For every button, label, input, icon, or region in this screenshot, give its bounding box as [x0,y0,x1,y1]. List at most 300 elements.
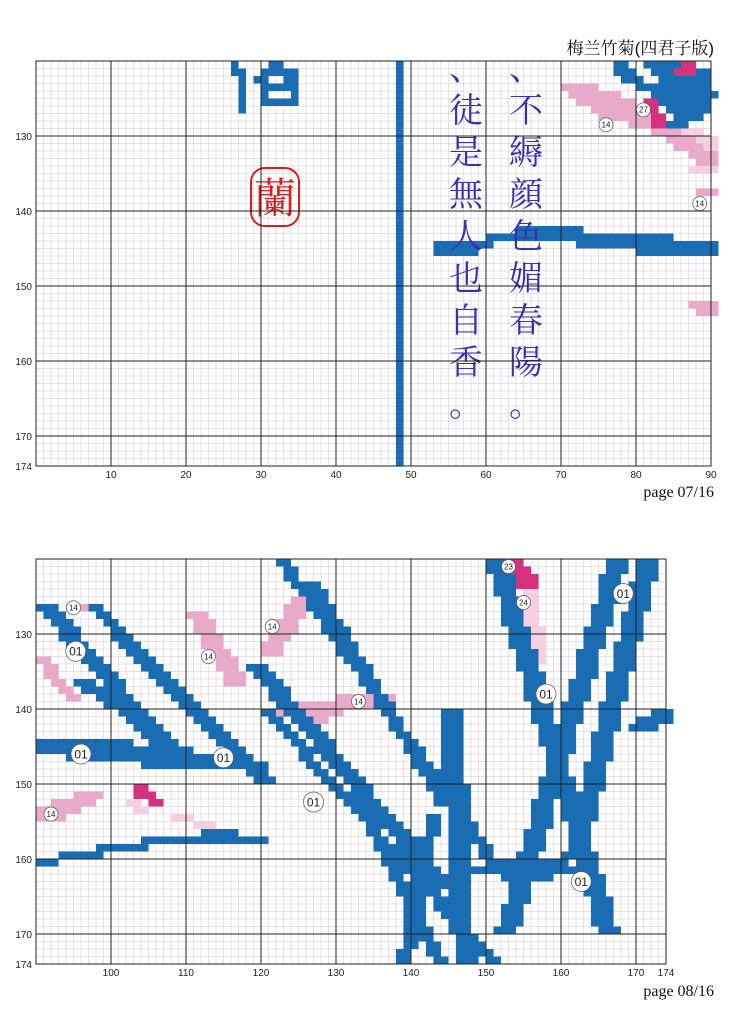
stitch-cell [381,822,404,830]
stitch-cell [696,136,719,144]
stitch-cell [366,829,381,837]
stitch-cell [696,189,719,197]
stitch-cell [261,679,284,687]
stitch-cell [614,61,629,69]
stitch-cell [141,837,269,845]
color-symbol [304,792,324,812]
stitch-cell [494,582,517,590]
y-axis-ticks [15,132,32,473]
page-label-07: page 07/16 [643,484,714,501]
stitch-cell [396,391,404,399]
stitch-cell [396,121,404,129]
stitch-cell [171,694,194,702]
stitch-cell [284,732,299,740]
stitch-cell [471,837,486,845]
stitch-cell [224,679,247,687]
stitch-cell [359,799,382,807]
stitch-cell [209,732,232,740]
stitch-cell [584,762,607,770]
page-label-08: page 08/16 [643,983,714,1000]
y-tick-label: 150 [15,282,32,293]
y-tick-label: 150 [15,780,32,791]
stitch-cell [314,769,329,777]
stitch-cell [396,76,404,84]
stitch-cell [396,279,404,287]
stitch-cell [606,559,629,567]
y-tick-label: 170 [15,930,32,941]
cross-stitch-chart-1 [0,58,750,488]
stitch-cell [111,634,134,642]
poem-column-right [509,58,544,425]
stitch-cell [606,672,629,680]
stitch-cell [531,642,546,650]
stitch-cell [614,649,637,657]
stitch-cell [381,709,396,717]
stitch-cell [629,604,652,612]
stitch-cell [396,459,404,467]
symbol-label: 14 [69,603,78,613]
stitch-cell [636,567,659,575]
stitch-cell [441,732,464,740]
stitch-cell [426,949,441,957]
stitch-cell [344,649,359,657]
stitch-cell [194,619,217,627]
chart-panel-page-08 [0,556,750,986]
stitch-cell [396,421,404,429]
stitch-cell [396,136,404,144]
stitch-cell [126,799,141,807]
stitch-cell [411,882,426,890]
stitch-cell [449,852,472,860]
stitch-cell [456,934,479,942]
stitch-cell [509,634,532,642]
stitch-cell [141,664,164,672]
stitch-cell [396,436,404,444]
color-symbol [265,620,279,634]
y-tick-label: 170 [15,432,32,443]
stitch-cell [584,769,607,777]
stitch-cell [179,702,202,710]
stitch-cell [224,672,247,680]
stitch-cell [389,724,404,732]
stitch-cell [584,627,607,635]
stitch-cell [396,294,404,302]
stitch-cell [254,672,277,680]
stitch-cell [284,567,299,575]
stitch-cell [554,739,577,747]
stitch-cell [396,406,404,414]
stitch-cell [441,739,464,747]
stitch-cell [651,99,711,107]
stitch-cell [449,912,472,920]
stitch-cell [434,904,449,912]
stitch-cell [171,814,194,822]
stitch-cell [306,582,321,590]
stitch-cell [419,837,434,845]
stitch-cell [44,664,59,672]
poem-character: 。 [449,385,483,425]
stitch-cell [651,121,666,129]
stitch-cell [501,619,524,627]
stitch-cell [59,687,74,695]
stitch-cell [381,852,396,860]
poem-character: 人 [449,217,483,257]
stitch-cell [306,604,321,612]
stitch-cell [524,837,547,845]
poem-character: 香 [449,343,483,383]
color-symbol [571,872,591,892]
color-symbol [502,560,516,574]
x-tick-label: 174 [657,968,675,979]
stitch-cell [666,106,711,114]
stitch-cell [524,829,547,837]
stitch-cell [321,627,336,635]
stitch-cell [449,919,472,927]
stitch-cell [441,724,464,732]
stitch-cell [591,612,614,620]
stitch-cell [306,732,329,740]
stitch-cell [449,829,472,837]
stitch-cell [411,912,426,920]
stitch-cell [366,679,381,687]
symbol-label: 14 [601,120,611,130]
stitch-cell [126,717,149,725]
stitch-cell [576,664,599,672]
stitch-cell [284,709,307,717]
stitch-cell [441,777,464,785]
stitch-cell [449,799,472,807]
stitch-cell [396,249,404,257]
stitch-cell [636,717,674,725]
stitch-cell [456,957,479,965]
stitch-cell [254,777,277,785]
x-tick-label: 40 [330,470,342,481]
stitch-cell [344,799,359,807]
stitch-cell [426,829,441,837]
y-tick-label: 174 [15,462,32,473]
stitch-cell [396,166,404,174]
stitch-cell [396,414,404,422]
stitch-cell [591,919,614,927]
stitch-cell [269,634,292,642]
stitch-cell [231,69,246,77]
stitch-cell [66,694,81,702]
stitch-cell [509,627,532,635]
stitch-cell [284,76,299,84]
stitch-cell [546,769,569,777]
stitch-cell [104,679,127,687]
stitch-cell [651,91,719,99]
stitch-cell [636,249,719,257]
stitch-cell [554,724,577,732]
stitch-cell [186,612,209,620]
x-tick-label: 70 [555,470,567,481]
stitch-cell [419,844,434,852]
stitch-cell [434,897,449,905]
stitch-cell [261,709,276,717]
stitch-cell [119,709,142,717]
stitch-cell [389,829,412,837]
color-symbol [214,748,234,768]
stitch-cell [449,882,472,890]
stitch-cell [554,732,577,740]
stitch-cell [134,784,149,792]
stitch-cell [194,717,217,725]
stitch-cell [689,151,719,159]
stitch-cell [396,384,404,392]
y-tick-label: 160 [15,855,32,866]
poem-character: 。 [509,385,543,425]
stitch-cell [419,867,434,875]
stitch-cell [501,904,524,912]
poem-character: 是 [449,133,483,173]
stitch-cell [291,91,299,99]
stitch-cell [569,822,592,830]
stitch-cell [539,777,562,785]
stitch-cell [81,657,104,665]
stitch-cell [509,642,532,650]
stitch-cell [396,301,404,309]
stitch-cell [396,174,404,182]
stitch-cell [396,91,404,99]
stitch-cell [689,301,719,309]
stitch-cell [494,927,517,935]
poem-character: 徒 [449,91,483,131]
stitch-cell [269,717,284,725]
stitch-cell [186,709,209,717]
stitch-cell [366,807,389,815]
stitch-cell [426,784,441,792]
stitch-cell [426,889,441,897]
poem-character: 不 [509,91,543,131]
stitch-cell [51,619,74,627]
stitch-cell [396,844,419,852]
stitch-cell [344,642,359,650]
stitch-cell [606,679,629,687]
symbol-label: 14 [354,697,363,707]
stitch-cell [546,762,569,770]
stitch-cell [569,679,592,687]
stitch-cell [329,762,352,770]
poem-character: 顔 [509,175,543,215]
stitch-cell [561,852,584,860]
stitch-cell [576,807,599,815]
page-title: 梅兰竹菊(四君子版) [566,39,714,58]
stitch-cell [569,91,622,99]
stitch-cell [426,874,449,882]
stitch-cell [411,762,426,770]
stitch-cell [614,642,637,650]
stitch-cell [651,114,666,122]
stitch-cell [449,792,472,800]
stitch-cell [576,99,636,107]
stitch-cell [351,792,374,800]
stitch-cell [74,792,104,800]
stitch-cell [314,747,337,755]
poem-character: 色 [509,217,543,257]
x-axis-ticks [105,470,717,481]
poem-character: 春 [509,301,543,341]
stitch-cell [134,807,149,815]
stitch-cell [156,739,179,747]
stitch-cell [561,717,584,725]
stitch-cell [396,331,404,339]
stitch-cell [396,451,404,459]
stitch-cell [449,897,472,905]
x-axis-ticks [103,968,675,979]
stitch-cell [426,777,441,785]
color-symbol [67,601,81,615]
stitch-cell [516,852,539,860]
symbol-label: 01 [539,687,553,702]
stitch-cell [681,129,704,137]
stitch-cell [261,69,299,77]
stitch-cell [261,91,269,99]
stitch-cell [359,814,374,822]
stitch-cell [696,309,719,317]
y-tick-label: 130 [15,630,32,641]
stitch-cell [576,672,599,680]
y-tick-label: 140 [15,705,32,716]
stitch-cell [441,717,464,725]
stitch-cell [246,664,269,672]
stitch-cell [396,309,404,317]
stitch-cell [396,882,411,890]
stitch-cell [269,694,292,702]
stitch-cell [96,612,111,620]
symbol-label: 23 [504,562,513,572]
stitch-cell [396,129,404,137]
stitch-cell [396,196,404,204]
symbol-label: 14 [46,809,56,819]
stitch-cell [396,106,404,114]
color-symbol [44,807,58,821]
stitch-cell [659,76,712,84]
stitch-cell [374,814,397,822]
poem-character: 媚 [509,259,543,299]
stitch-cell [441,709,464,717]
stitch-cell [531,807,554,815]
stitch-cell [576,792,599,800]
stitch-cell [494,574,517,582]
stitch-cell [449,874,472,882]
stitch-cell [96,672,119,680]
stitch-cell [524,844,547,852]
stitch-cell [396,957,411,965]
x-tick-label: 110 [178,968,194,979]
stitch-cell [321,777,336,785]
stitch-cell [299,747,314,755]
stitch-cell [299,724,322,732]
stitch-cell [351,784,374,792]
poem-character: 陽 [509,343,543,383]
poem-column-left [449,58,484,425]
y-tick-label: 174 [15,960,32,971]
stitch-cell [636,84,711,92]
stitch-cell [666,136,696,144]
poem-character: 、 [449,58,483,89]
symbol-label: 01 [616,586,630,601]
x-tick-label: 20 [180,470,192,481]
stitch-cell [516,664,539,672]
stitch-cell [396,264,404,272]
stitch-cell [501,912,524,920]
stitch-cell [636,559,659,567]
stitch-cell [411,889,426,897]
stitch-cell [569,829,592,837]
stitch-cell [36,859,59,867]
stitch-cell [569,844,592,852]
stitch-cell [396,219,404,227]
stitch-cell [291,739,306,747]
stitch-cell [396,316,404,324]
symbol-label: 27 [639,105,648,115]
stitch-cell [591,732,614,740]
stitch-cell [216,657,239,665]
poem-character: 無 [449,175,483,215]
stitch-cell [509,897,532,905]
stitch-cell [591,754,614,762]
stitch-cell [381,702,396,710]
stitch-cell [149,732,172,740]
stitch-cell [434,799,449,807]
x-tick-label: 50 [405,470,417,481]
stitch-cell [509,882,532,890]
stitch-cell [449,844,472,852]
symbol-label: 14 [204,652,213,662]
stitch-cell [396,399,404,407]
stitch-cell [396,159,404,167]
stitch-cell [269,687,292,695]
color-symbol [202,650,216,664]
stitch-cell [276,559,291,567]
stitch-cell [216,664,239,672]
stitch-cell [396,69,404,77]
stitch-cell [584,634,607,642]
stitch-cell [591,912,614,920]
stitch-cell [291,717,314,725]
stitch-cell [434,792,449,800]
stitch-cell [141,762,269,770]
stitch-cell [666,121,689,129]
stitch-cell [261,99,299,107]
poem-character: 自 [449,301,483,341]
stitch-cell [314,597,329,605]
stitch-cell [396,444,404,452]
stitch-cell [396,361,404,369]
stitch-cell [441,769,464,777]
stitch-cell [486,859,569,867]
stitch-cell [396,144,404,152]
stitch-cell [396,324,404,332]
stitch-cell [201,829,239,837]
stitch-cell [621,634,644,642]
color-symbol [536,684,556,704]
stitch-cell [576,649,599,657]
stitch-cell [59,627,82,635]
stitch-cell [336,634,351,642]
stitch-cell [449,814,472,822]
stitch-cell [456,867,584,875]
stitch-cell [59,852,104,860]
stitch-cell [314,589,329,597]
color-symbol [613,584,633,604]
stitch-cell [194,822,217,830]
stitch-cell [419,769,434,777]
stitch-cell [89,664,112,672]
stitch-cell [449,807,472,815]
stitch-cell [321,612,336,620]
